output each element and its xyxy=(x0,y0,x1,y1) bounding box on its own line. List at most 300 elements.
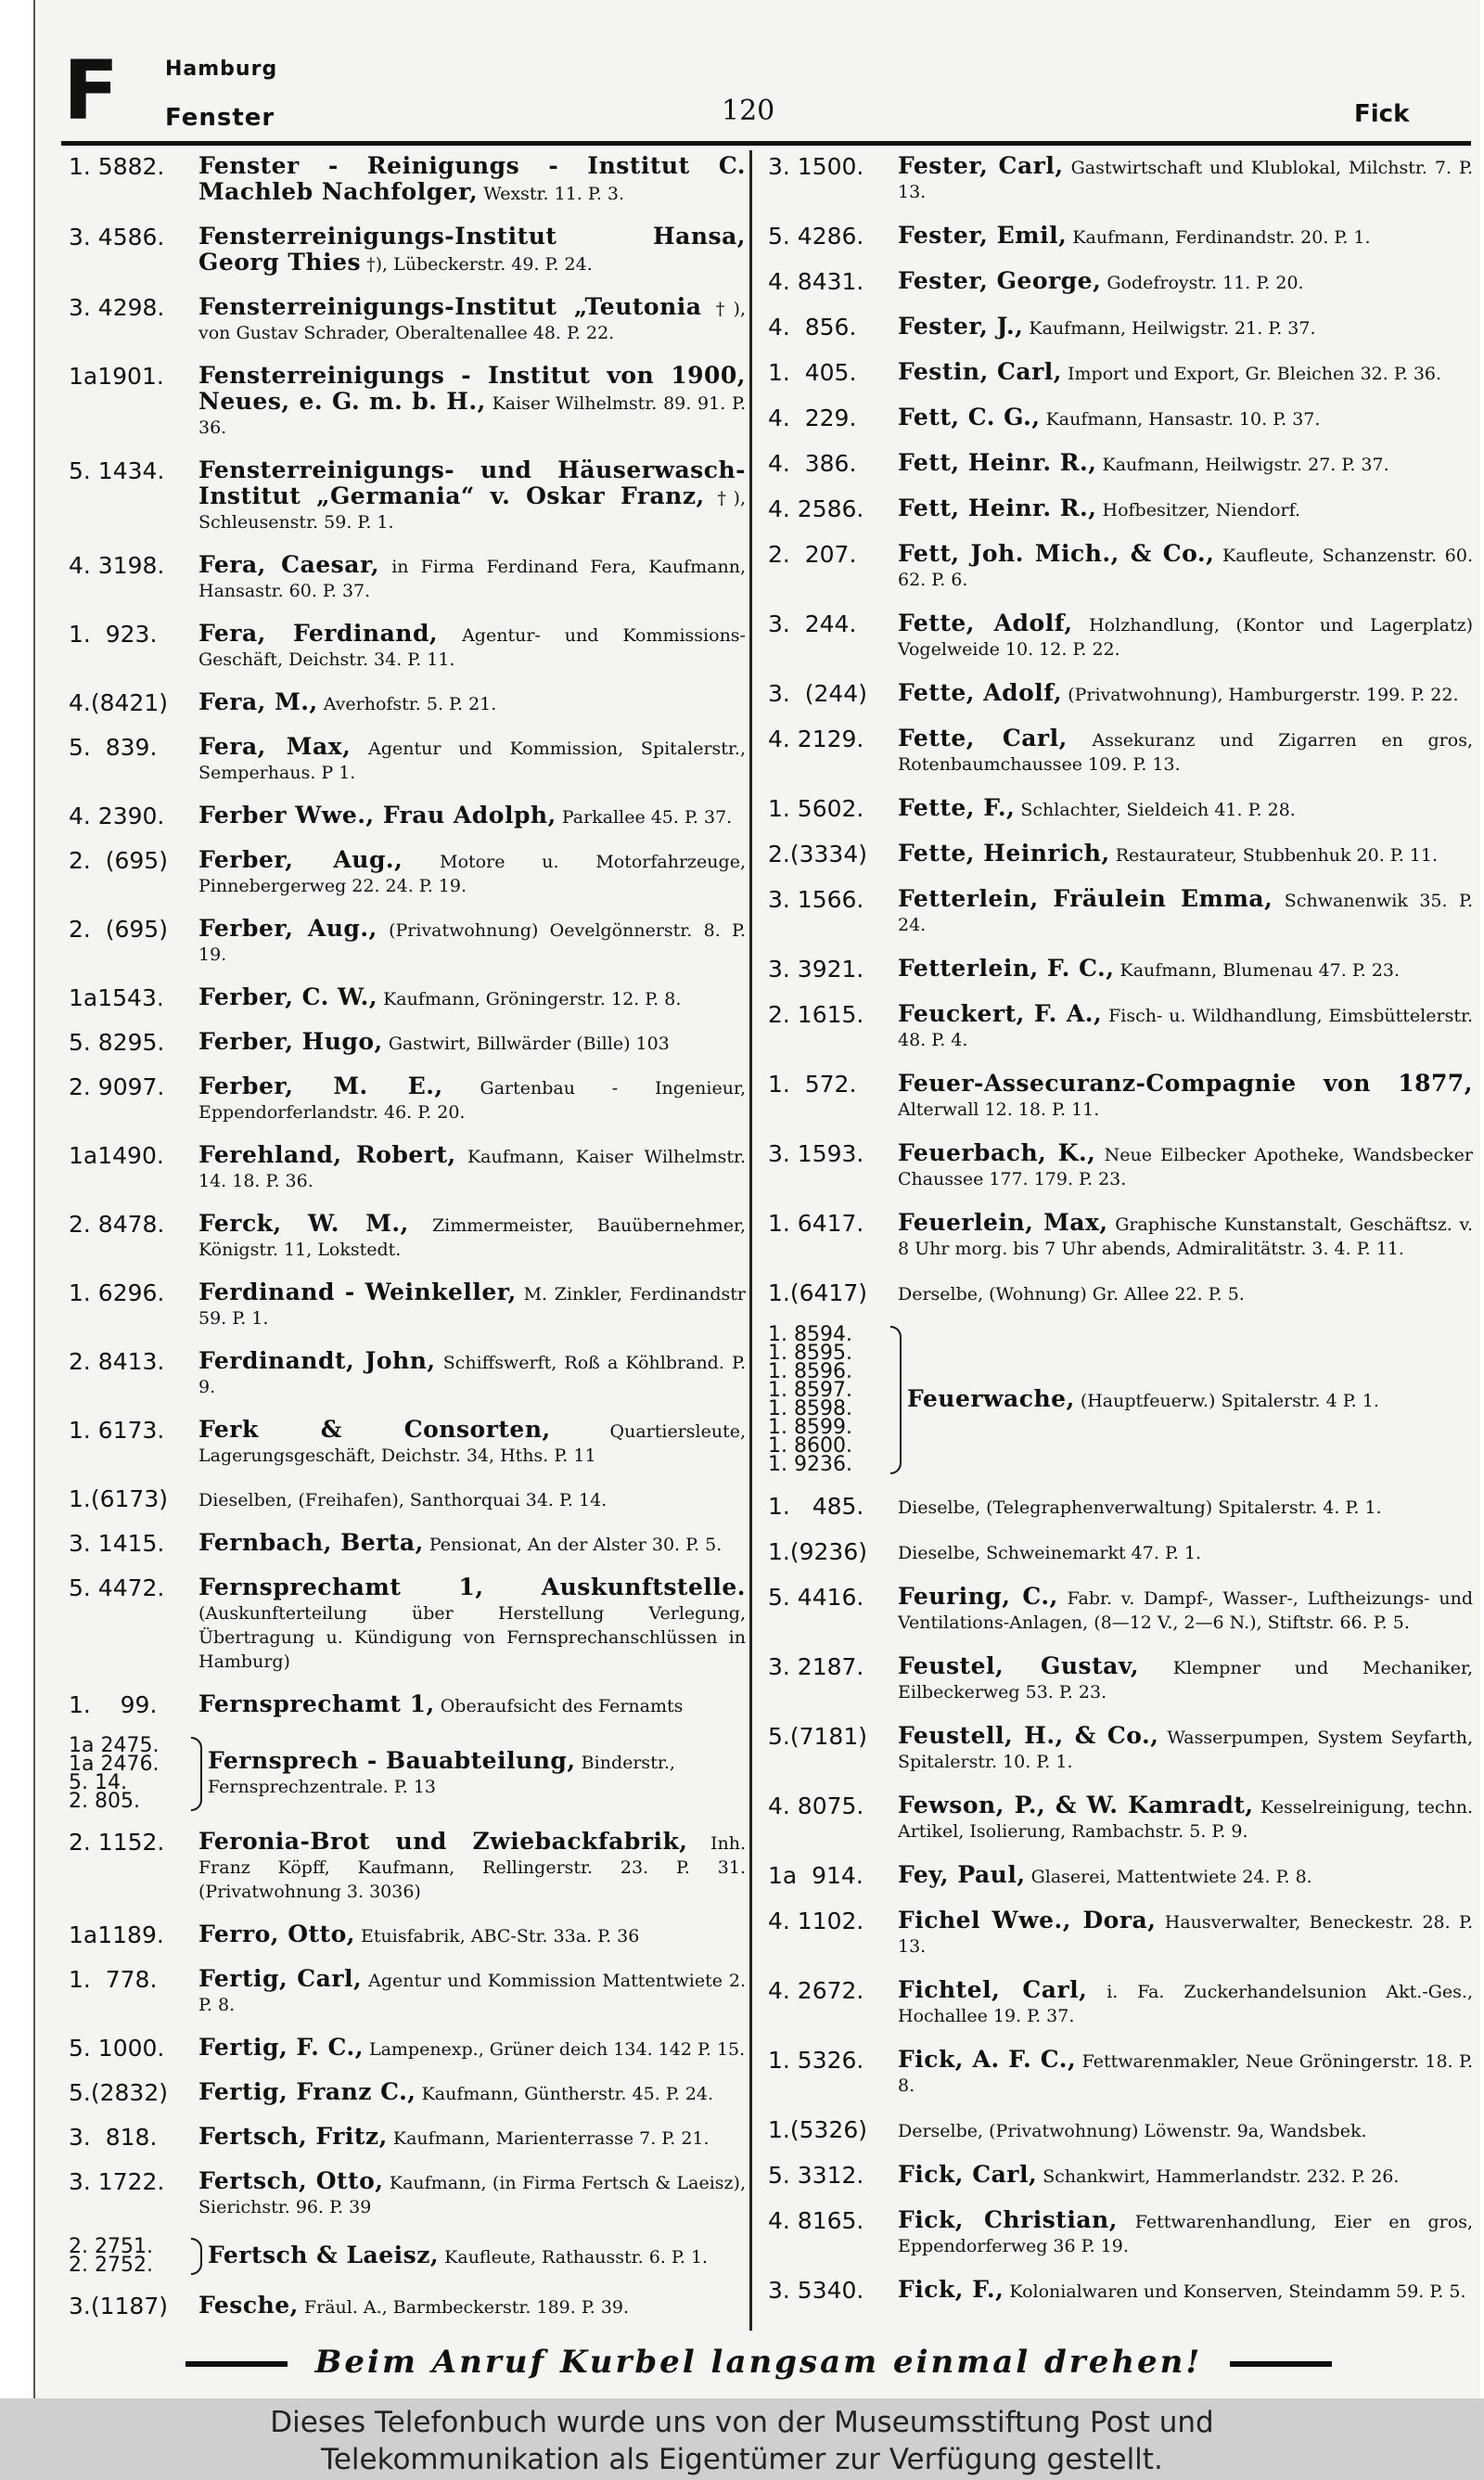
entry-details: Dieselbe, Schweinemarkt 47. P. 1. xyxy=(898,1543,1202,1563)
directory-entry xyxy=(69,1531,746,1557)
directory-entry xyxy=(69,985,746,1011)
phone-number: 1. 6417. xyxy=(768,1210,864,1237)
entry-name: Fett, Heinr. R., xyxy=(898,495,1097,521)
entry-details: Glaserei, Mattentwiete 24. P. 8. xyxy=(1030,1867,1312,1887)
entry-body xyxy=(198,295,746,345)
entry-body xyxy=(198,1531,746,1557)
entry-name: Ferk & Consorten, xyxy=(198,1416,551,1443)
directory-entry xyxy=(69,458,746,534)
phone-number: 3. 5340. xyxy=(768,2277,864,2304)
directory-entry xyxy=(768,1494,1473,1520)
entry-name: Fester, Carl, xyxy=(898,154,1064,179)
entry-details: Import und Export, Gr. Bleichen 32. P. 36. xyxy=(1068,364,1442,384)
entry-body xyxy=(198,1349,746,1399)
entry-details: Derselbe, (Wohnung) Gr. Allee 22. P. 5. xyxy=(898,1284,1245,1304)
entry-details: Binderstr., Fernsprechzentrale. P. 13 xyxy=(208,1753,675,1797)
entry-name: Fester, Emil, xyxy=(898,222,1068,249)
phone-number: 2. 8478. xyxy=(69,1211,165,1238)
phone-number: 4. 3198. xyxy=(69,552,165,579)
entry-details: Restaurateur, Stubbenhuk 20. P. 11. xyxy=(1115,845,1439,866)
entry-details: Fettwarenhandlung, Eier en gros, Eppendorferweg 36 P. 19. xyxy=(898,2212,1473,2256)
phone-number: 1. 99. xyxy=(69,1691,158,1718)
entry-details: Wasserpumpen, System Seyfarth, Spitalerstr. 10. P. 1. xyxy=(898,1728,1473,1772)
entry-body xyxy=(208,1749,746,1799)
entry-body xyxy=(898,1211,1473,1261)
entry-name: Fick, Carl, xyxy=(898,2161,1038,2188)
phone-number: 1. 8595. xyxy=(768,1342,852,1365)
entry-details: Assekuranz und Zigarren en gros, Rotenbaumchaussee 109. P. 13. xyxy=(898,730,1473,775)
entry-body xyxy=(198,1967,746,2017)
phone-number: 1. 8594. xyxy=(768,1323,852,1346)
directory-entry xyxy=(768,315,1473,341)
entry-name: Fichel Wwe., Dora, xyxy=(898,1907,1157,1934)
entry-body xyxy=(898,360,1473,386)
directory-entry xyxy=(69,2125,746,2151)
phone-number: 1. 8600. xyxy=(768,1434,852,1458)
entry-name: Feuer-Assecuranz-Compagnie von 1877, xyxy=(898,1070,1473,1097)
entry-body xyxy=(198,735,746,785)
entry-name: Fester, George, xyxy=(898,267,1102,294)
directory-entry xyxy=(768,1793,1473,1844)
phone-number: 3. 1500. xyxy=(768,154,864,180)
entry-details: Schankwirt, Hammerlandstr. 232. P. 26. xyxy=(1043,2166,1400,2187)
directory-entry xyxy=(768,2117,1473,2143)
phone-number: 1a1543. xyxy=(69,984,164,1011)
phone-number: 2. 2752. xyxy=(69,2254,153,2277)
phone-number: 1. 8599. xyxy=(768,1416,852,1439)
entry-body xyxy=(198,1280,746,1330)
entry-body xyxy=(898,957,1473,983)
entry-name: Fensterreinigungs-Institut Hansa, Georg Thies xyxy=(198,223,746,276)
entry-details: (Privatwohnung) Oevelgönnerstr. 8. P. 19. xyxy=(198,920,746,965)
entry-name: Feuerwache, xyxy=(907,1385,1075,1412)
directory-entry xyxy=(69,1280,746,1330)
entry-details: Derselbe, (Privatwohnung) Löwenstr. 9a, Wandsbek. xyxy=(898,2121,1367,2141)
phone-number: 1. 9236. xyxy=(768,1453,852,1476)
directory-entry xyxy=(69,553,746,603)
ownership-banner xyxy=(0,2398,1484,2480)
phone-number: 5. 4286. xyxy=(768,223,864,250)
entry-name: Festin, Carl, xyxy=(898,358,1062,385)
entry-details: Hausverwalter, Beneckestr. 28. P. 13. xyxy=(898,1912,1473,1957)
entry-name: Feuckert, F. A., xyxy=(898,1000,1103,1027)
entry-details: Gastwirtschaft und Klublokal, Milchstr. 7. P. 13. xyxy=(898,158,1473,202)
phone-number: 4. 2129. xyxy=(768,726,864,752)
directory-entry xyxy=(69,1030,746,1056)
entry-body xyxy=(198,622,746,672)
phone-number: 3. 2187. xyxy=(768,1653,864,1680)
curly-brace xyxy=(191,1737,202,1811)
phone-number: 1a 914. xyxy=(768,1862,864,1889)
directory-entry xyxy=(69,1143,746,1193)
directory-entry xyxy=(768,2163,1473,2189)
entry-details: Klempner und Mechaniker, Eilbeckerweg 53. P. 23. xyxy=(898,1658,1473,1703)
entry-body xyxy=(198,848,746,898)
entry-body xyxy=(198,154,746,206)
phone-number: 2. 805. xyxy=(69,1790,140,1813)
entry-details: Godefroystr. 11. P. 20. xyxy=(1107,273,1304,293)
phone-number: 4. 2672. xyxy=(768,1977,864,2004)
directory-entry xyxy=(768,1724,1473,1774)
phone-number: 1. 485. xyxy=(768,1493,864,1520)
entry-details: Agentur und Kommission, Spitalerstr., Semperhaus. P 1. xyxy=(198,739,746,783)
entry-details: Oberaufsicht des Fernamts xyxy=(440,1696,684,1716)
directory-entry xyxy=(768,957,1473,983)
entry-name: Feuerbach, K., xyxy=(898,1139,1096,1166)
slogan-dash-right xyxy=(1230,2361,1332,2367)
entry-details: Zimmermeister, Bauübernehmer, Königstr. 11, Lokstedt. xyxy=(198,1215,746,1260)
entry-name: Fernsprech - Bauabteilung, xyxy=(208,1747,576,1774)
phone-number: 1a1490. xyxy=(69,1142,164,1169)
phone-number: 3. 3921. xyxy=(768,956,864,983)
phone-number: 1. 405. xyxy=(768,359,857,386)
directory-entry xyxy=(768,451,1473,477)
entry-details: Kesselreinigung, techn. Artikel, Isolierung, Rambachstr. 5. P. 9. xyxy=(898,1797,1473,1842)
entry-name: Ferdinand - Weinkeller, xyxy=(198,1279,517,1305)
left-column xyxy=(69,154,746,2325)
phone-number: 1. 6296. xyxy=(69,1279,165,1306)
phone-number: 4. 2586. xyxy=(768,495,864,522)
directory-entry xyxy=(768,1978,1473,2028)
directory-entry xyxy=(768,1002,1473,1052)
entry-name: Fera, Max, xyxy=(198,733,352,760)
entry-body xyxy=(198,2036,746,2062)
entry-body xyxy=(198,364,746,440)
grouped-entry xyxy=(69,1734,746,1813)
entry-name: Ferber, M. E., xyxy=(198,1073,443,1099)
entry-body xyxy=(198,1143,746,1193)
entry-name: Ferck, W. M., xyxy=(198,1210,409,1237)
entry-body xyxy=(898,1280,1473,1306)
entry-body xyxy=(198,225,746,276)
entry-name: Fick, F., xyxy=(898,2276,1004,2303)
banner-line-2: Telekommunikation als Eigentümer zur Verfügung gestellt. xyxy=(321,2443,1163,2476)
entry-body xyxy=(898,2208,1473,2258)
entry-body xyxy=(198,2294,746,2319)
directory-entry xyxy=(69,1212,746,1262)
directory-entry xyxy=(768,2048,1473,2098)
entry-name: Fette, Carl, xyxy=(898,725,1068,752)
phone-number: 3. 4298. xyxy=(69,294,165,321)
directory-entry xyxy=(768,360,1473,386)
phone-number: 1. 8597. xyxy=(768,1379,852,1402)
entry-name: Feuring, C., xyxy=(898,1583,1058,1610)
directory-entry xyxy=(768,726,1473,777)
entry-name: Fetterlein, F. C., xyxy=(898,955,1115,982)
entry-name: Fetterlein, Fräulein Emma, xyxy=(898,885,1273,912)
entry-name: Fernsprechamt 1, Auskunftstelle. xyxy=(198,1574,746,1600)
phone-number: 4. 1102. xyxy=(768,1908,864,1934)
directory-entry xyxy=(69,1349,746,1399)
phone-number: 1. 778. xyxy=(69,1966,158,1993)
directory-entry xyxy=(69,1692,746,1718)
entry-name: Fette, F., xyxy=(898,794,1016,821)
entry-body xyxy=(198,2169,746,2219)
entry-details: †), von Gustav Schrader, Oberaltenallee 48. P. 22. xyxy=(198,299,746,343)
entry-body xyxy=(898,611,1473,662)
phone-number: 4. 229. xyxy=(768,405,857,431)
entry-body xyxy=(198,690,746,716)
directory-entry xyxy=(69,848,746,898)
entry-details: Motore u. Motorfahrzeuge, Pinnebergerweg 22. 24. P. 19. xyxy=(198,852,746,896)
entry-details: Inh. Franz Köpff, Kaufmann, Rellingerstr. 23. P. 31. (Privatwohnung 3. 3036) xyxy=(198,1833,746,1902)
entry-name: Fick, Christian, xyxy=(898,2206,1118,2233)
entry-body xyxy=(898,796,1473,822)
directory-entry xyxy=(69,1967,746,2017)
entry-details: Kaufmann, Hansastr. 10. P. 37. xyxy=(1045,409,1321,430)
phone-number: 5. 14. xyxy=(69,1771,127,1794)
grouped-numbers xyxy=(69,1734,191,1813)
directory-entry xyxy=(69,2080,746,2106)
phone-number: 1. 923. xyxy=(69,621,158,648)
entry-name: Fernsprechamt 1, xyxy=(198,1690,435,1717)
entry-details: Fräul. A., Barmbeckerstr. 189. P. 39. xyxy=(303,2297,630,2318)
phone-number: 1.(6173) xyxy=(69,1485,168,1512)
entry-body xyxy=(198,917,746,967)
entry-details: Kaufmann, Heilwigstr. 27. P. 37. xyxy=(1102,455,1389,475)
directory-entry xyxy=(69,1486,746,1512)
directory-entry xyxy=(768,1654,1473,1704)
entry-details: Graphische Kunstanstalt, Geschäftsz. v. 8 Uhr morg. bis 7 Uhr abends, Admiralitätstr. 3. 4. P. 11. xyxy=(898,1214,1473,1259)
directory-entry xyxy=(69,2294,746,2319)
directory-entry xyxy=(768,1585,1473,1635)
directory-entry xyxy=(768,1280,1473,1306)
directory-entry xyxy=(768,1908,1473,1959)
directory-entry xyxy=(768,154,1473,204)
phone-number: 3. (244) xyxy=(768,680,867,707)
directory-entry xyxy=(768,269,1473,295)
banner-line-1: Dieses Telefonbuch wurde uns von der Museumsstiftung Post und xyxy=(270,2406,1214,2439)
entry-details: Schlachter, Sieldeich 41. P. 28. xyxy=(1020,800,1296,820)
entry-name: Fey, Paul, xyxy=(898,1861,1026,1888)
entry-name: Feustel, Gustav, xyxy=(898,1652,1140,1679)
entry-name: Fester, J., xyxy=(898,313,1024,340)
entry-body xyxy=(898,1141,1473,1191)
phone-number: 3. 1415. xyxy=(69,1530,165,1557)
grouped-entry xyxy=(69,2235,746,2277)
entry-details: Kaufmann, Kaiser Wilhelmstr. 14. 18. P. 36. xyxy=(198,1147,746,1191)
entry-body xyxy=(198,1212,746,1262)
entry-body xyxy=(898,224,1473,250)
curly-brace xyxy=(890,1326,902,1474)
directory-entry xyxy=(69,917,746,967)
directory-entry xyxy=(69,803,746,829)
entry-body xyxy=(198,1486,746,1512)
directory-entry xyxy=(768,1211,1473,1261)
phone-number: 1.(6417) xyxy=(768,1279,867,1306)
phone-number: 4. 8165. xyxy=(768,2207,864,2234)
directory-entry xyxy=(768,842,1473,867)
phone-number: 3. 1566. xyxy=(768,886,864,913)
entry-details: Holzhandlung, (Kontor und Lagerplatz) Vogelweide 10. 12. P. 22. xyxy=(898,615,1473,660)
grouped-entry xyxy=(768,1323,1473,1476)
entry-body xyxy=(898,887,1473,937)
entry-body xyxy=(198,1030,746,1056)
entry-details: (Auskunfterteilung über Herstellung Verlegung, Übertragung u. Kündigung von Fernsprechanschlüssen in Hamburg) xyxy=(198,1603,746,1672)
entry-body xyxy=(198,803,746,829)
directory-entry xyxy=(768,224,1473,250)
phone-number: 1. 6173. xyxy=(69,1417,165,1444)
page-number: 120 xyxy=(722,95,775,127)
entry-body xyxy=(198,1922,746,1948)
entry-details: in Firma Ferdinand Fera, Kaufmann, Hansastr. 60. P. 37. xyxy=(198,557,746,601)
entry-body xyxy=(198,1692,746,1718)
entry-details: Kaufmann, Güntherstr. 45. P. 24. xyxy=(421,2084,714,2104)
entry-body xyxy=(898,1494,1473,1520)
entry-body xyxy=(198,2125,746,2151)
phone-number: 3. 4586. xyxy=(69,224,165,251)
entry-body xyxy=(898,2117,1473,2143)
entry-body xyxy=(898,1908,1473,1959)
entry-body xyxy=(208,2243,746,2269)
entry-name: Fette, Adolf, xyxy=(898,679,1063,706)
slogan-dash-left xyxy=(186,2361,288,2367)
entry-details: Kolonialwaren und Konserven, Steindamm 59. P. 5. xyxy=(1009,2281,1466,2302)
phone-number: 5. 4472. xyxy=(69,1574,165,1601)
phone-number: 5.(2832) xyxy=(69,2079,168,2106)
entry-body xyxy=(898,496,1473,522)
entry-name: Fesche, xyxy=(198,2292,299,2319)
phone-number: 4.(8421) xyxy=(69,689,168,716)
city-heading: Hamburg xyxy=(165,58,278,81)
phone-number: 4. 386. xyxy=(768,450,857,477)
last-keyword: Fick xyxy=(1354,100,1410,128)
entry-name: Fera, M., xyxy=(198,688,318,715)
grouped-numbers xyxy=(69,2235,191,2277)
entry-name: Fera, Caesar, xyxy=(198,551,380,578)
directory-entry xyxy=(69,1074,746,1124)
entry-name: Feronia-Brot und Zwiebackfabrik, xyxy=(198,1828,688,1855)
entry-details: Agentur- und Kommissions-Geschäft, Deichstr. 34. P. 11. xyxy=(198,625,746,670)
directory-entry xyxy=(69,364,746,440)
entry-name: Fernbach, Berta, xyxy=(198,1529,424,1556)
entry-body xyxy=(198,985,746,1011)
entry-details: Parkallee 45. P. 37. xyxy=(561,807,733,828)
directory-entry xyxy=(768,2278,1473,2304)
entry-details: Hofbesitzer, Niendorf. xyxy=(1102,500,1301,520)
entry-name: Fewson, P., & W. Kamradt, xyxy=(898,1792,1254,1818)
entry-details: Lampenexp., Grüner deich 134. 142 P. 15. xyxy=(368,2039,746,2060)
directory-entry xyxy=(69,1922,746,1948)
entry-body xyxy=(898,1072,1473,1122)
entry-body xyxy=(198,2080,746,2106)
entry-body xyxy=(898,1793,1473,1844)
entry-name: Fette, Adolf, xyxy=(898,610,1073,636)
phone-number: 4. 8431. xyxy=(768,268,864,295)
footer-slogan xyxy=(35,2344,1482,2381)
entry-name: Ferehland, Robert, xyxy=(198,1141,456,1168)
directory-entry xyxy=(69,2036,746,2062)
directory-entry xyxy=(768,542,1473,592)
entry-details: Neue Eilbecker Apotheke, Wandsbecker Chaussee 177. 179. P. 23. xyxy=(898,1145,1473,1189)
phone-number: 3. 1722. xyxy=(69,2168,165,2195)
phone-number: 1a 2476. xyxy=(69,1753,160,1776)
entry-name: Ferber, Hugo, xyxy=(198,1028,383,1055)
entry-details: Gastwirt, Billwärder (Bille) 103 xyxy=(388,1034,670,1054)
directory-entry xyxy=(69,622,746,672)
directory-entry xyxy=(69,1830,746,1904)
entry-body xyxy=(198,553,746,603)
directory-entry xyxy=(768,1539,1473,1565)
phone-number: 2. 2751. xyxy=(69,2235,153,2258)
entry-details: i. Fa. Zuckerhandelsunion Akt.-Ges., Hochallee 19. P. 37. xyxy=(898,1982,1473,2026)
entry-name: Ferber, Aug., xyxy=(198,846,403,873)
entry-details: Averhofstr. 5. P. 21. xyxy=(323,694,497,714)
phone-number: 2. (695) xyxy=(69,916,168,943)
entry-body xyxy=(898,154,1473,204)
phone-number: 1. 5602. xyxy=(768,795,864,822)
entry-details: Alterwall 12. 18. P. 11. xyxy=(898,1099,1100,1120)
entry-body xyxy=(898,1585,1473,1635)
entry-details: (Privatwohnung), Hamburgerstr. 199. P. 22. xyxy=(1068,685,1459,705)
entry-details: Kaufleute, Schanzenstr. 60. 62. P. 6. xyxy=(898,546,1473,590)
phone-number: 3. 818. xyxy=(69,2124,158,2151)
entry-body xyxy=(898,842,1473,867)
entry-body xyxy=(198,458,746,534)
phone-number: 1. 8596. xyxy=(768,1360,852,1383)
entry-body xyxy=(898,405,1473,431)
entry-name: Fertsch & Laeisz, xyxy=(208,2242,440,2268)
entry-details: Kaufmann, Blumenau 47. P. 23. xyxy=(1119,960,1401,981)
directory-entry xyxy=(69,154,746,206)
directory-entry xyxy=(69,295,746,345)
phone-number: 4. 2390. xyxy=(69,803,165,829)
entry-details: (Hauptfeuerw.) Spitalerstr. 4 P. 1. xyxy=(1080,1391,1379,1411)
directory-entry xyxy=(69,2169,746,2219)
entry-name: Ferber, Aug., xyxy=(198,915,377,942)
entry-name: Fett, Joh. Mich., & Co., xyxy=(898,540,1215,567)
entry-name: Fertsch, Otto, xyxy=(198,2167,384,2194)
phone-number: 5.(7181) xyxy=(768,1723,867,1750)
entry-body xyxy=(898,269,1473,295)
directory-entry xyxy=(768,796,1473,822)
entry-details: Fabr. v. Dampf-, Wasser-, Luftheizungs- und Ventilations-Anlagen, (8—12 V., 2—6 N.), Stiftstr. 66. P. 5. xyxy=(898,1588,1473,1633)
grouped-numbers xyxy=(768,1323,890,1476)
phone-number: 5. 1000. xyxy=(69,2035,165,2062)
entry-details: Kaufleute, Rathausstr. 6. P. 1. xyxy=(444,2247,709,2268)
slogan-text: Beim Anruf Kurbel langsam einmal drehen! xyxy=(314,2344,1203,2381)
entry-name: Ferber Wwe., Frau Adolph, xyxy=(198,802,556,829)
entry-name: Fenster - Reinigungs - Institut C. Machleb Nachfolger, xyxy=(198,154,746,205)
entry-details: Quartiersleute, Lagerungsgeschäft, Deichstr. 34, Hths. P. 11 xyxy=(198,1421,746,1466)
entry-body xyxy=(898,1724,1473,1774)
entry-details: Etuisfabrik, ABC-Str. 33a. P. 36 xyxy=(361,1926,640,1947)
entry-body xyxy=(898,315,1473,341)
entry-details: Kaufmann, Gröningerstr. 12. P. 8. xyxy=(383,989,682,1009)
entry-body xyxy=(198,1074,746,1124)
first-keyword: Fenster xyxy=(165,104,275,132)
entry-body xyxy=(898,1539,1473,1565)
entry-name: Feuerlein, Max, xyxy=(898,1209,1108,1236)
entry-body xyxy=(898,1863,1473,1889)
entry-body xyxy=(198,1830,746,1904)
phone-number: 5. 8295. xyxy=(69,1029,165,1056)
entry-name: Fertig, Carl, xyxy=(198,1965,363,1992)
phone-number: 5. 3312. xyxy=(768,2162,864,2189)
directory-entry xyxy=(768,1141,1473,1191)
entry-details: Kaufmann, (in Firma Fertsch & Laeisz), Sierichstr. 96. P. 39 xyxy=(198,2173,746,2217)
entry-body xyxy=(898,451,1473,477)
phone-number: 4. 856. xyxy=(768,314,857,341)
directory-entry xyxy=(768,1072,1473,1122)
directory-entry xyxy=(69,1575,746,1674)
entry-name: Fertig, Franz C., xyxy=(198,2078,416,2105)
entry-details: Dieselben, (Freihafen), Santhorquai 34. P. 14. xyxy=(198,1490,608,1510)
entry-body xyxy=(898,542,1473,592)
entry-details: Agentur und Kommission Mattentwiete 2. P. 8. xyxy=(198,1971,746,2015)
phone-number: 1. 8598. xyxy=(768,1397,852,1420)
phone-number: 5. 1434. xyxy=(69,457,165,484)
